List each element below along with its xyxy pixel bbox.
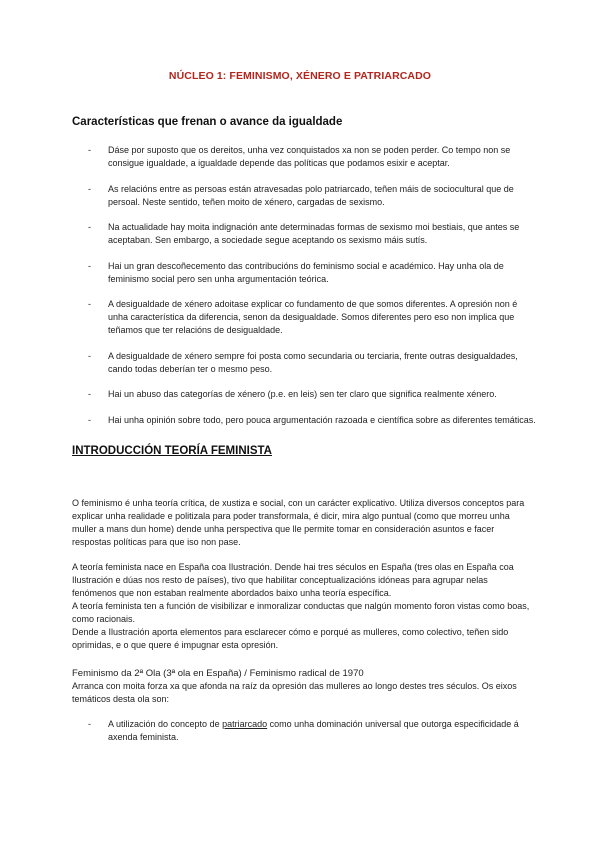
bullet-dash: -	[88, 719, 91, 729]
list-item	[88, 718, 538, 744]
characteristics-list	[88, 144, 538, 439]
paragraph-feminist-theory	[72, 561, 532, 652]
themes-list	[88, 718, 538, 744]
bullet-dash: -	[88, 222, 91, 232]
list-item	[88, 144, 538, 170]
list-item-text: Na actualidade hay moita indignación ante determinadas formas de sexismo moi bestiais, que antes se aceptaban. Sen embargo, a sociedade segue aceptando os sexismo máis sutís.	[108, 222, 520, 245]
bullet-dash: -	[88, 350, 91, 361]
subsection-title: Feminismo da 2ª Ola (3ª ola en España) / Feminismo radical de 1970	[72, 668, 364, 679]
list-item-suffix: como unha dominación universal que outorga especificidade á axenda feminista.	[108, 719, 519, 742]
list-item-text: A desigualdade de xénero adoitase explicar co fundamento de que somos diferentes. A opresión non é unha característica da diferencia, senon da desigualdade. Somos diferentes pero eso non implica que teñamos que ter relacións de desigualdade.	[108, 299, 518, 335]
list-item	[88, 388, 538, 401]
bullet-dash: -	[88, 145, 91, 155]
paragraph-second-wave	[72, 667, 532, 706]
section-heading-introduction: INTRODUCCIÓN TEORÍA FEMINISTA	[72, 445, 272, 457]
list-item	[88, 183, 538, 209]
paragraph-line: Dende a Ilustración aporta elementos para esclarecer cómo e porqué as mulleres, como colectivo, teñen sido oprimidas, e o que quere é impugnar esta opresión.	[72, 627, 509, 650]
list-item	[88, 414, 538, 427]
list-item	[88, 260, 538, 286]
list-item-text: Hai un abuso das categorías de xénero (p.e. en leis) sen ter claro que significa realmente xénero.	[108, 389, 497, 399]
list-item-text: A desigualdade de xénero sempre foi posta como secundaria ou terciaria, frente outras desigualdades, cando todas deberían ter o mesmo peso.	[108, 350, 518, 374]
list-item	[88, 221, 538, 247]
bullet-dash: -	[88, 299, 91, 309]
bullet-dash: -	[88, 414, 91, 425]
paragraph-line: A teoría feminista ten a función de visibilizar e inmoralizar conductas que nalgún momento foron vistas como boas, como racionais.	[72, 601, 530, 624]
bullet-dash: -	[88, 260, 91, 271]
bullet-dash: -	[88, 183, 91, 194]
list-item-text: Dáse por suposto que os dereitos, unha vez conquistados xa non se poden perder. Co tempo non se consigue igualdade, a igualdade depende das políticas que podamos esixir e aceptar.	[108, 145, 511, 168]
list-item-prefix: A utilización do concepto de	[108, 719, 223, 729]
list-item	[88, 298, 538, 337]
underlined-term: patriarcado	[222, 719, 268, 729]
paragraph-line: A teoría feminista nace en España coa Ilustración. Dende hai tres séculos en España (tres olas en España coa Ilustración e dúas nos resto de países), tivo que habilitar conceptualizacións idóneas para agrupar nelas fenómenos que non estaban realmente abordados baixo unha teoría específica.	[72, 562, 514, 598]
list-item	[88, 350, 538, 376]
list-item-text: As relacións entre as persoas están atravesadas polo patriarcado, teñen máis de sociocultural que de persoal. Neste sentido, teñen moito de xénero, cargadas de sexismo.	[108, 183, 514, 207]
list-item-text: Hai unha opinión sobre todo, pero pouca argumentación razoada e científica sobre as diferentes temáticas.	[108, 414, 536, 425]
bullet-dash: -	[88, 389, 91, 399]
list-item-text: Hai un gran descoñecemento das contribucións do feminismo social e académico. Hay unha ola de feminismo social pero sen unha argumentación teórica.	[108, 260, 504, 284]
document-title: NÚCLEO 1: FEMINISMO, XÉNERO E PATRIARCADO	[168, 70, 432, 82]
paragraph-feminism-definition: O feminismo é unha teoría crítica, de xustiza e social, con un carácter explicativo. Utiliza diversos conceptos para explicar unha realidade e politizala para poder transformala, é dicir, mira algo puntual (como que morreu unha muller a mans dun home) dende unha perspectiva que lle permite tomar en consideración asuntos e facer respostas políticas para que iso non pase.	[72, 498, 525, 547]
paragraph-text: Arranca con moita forza xa que afonda na raíz da opresión das mulleres ao longo destes tres séculos. Os eixos temáticos desta ola son:	[72, 681, 517, 704]
section-heading-characteristics: Características que frenan o avance da igualdade	[72, 116, 343, 128]
